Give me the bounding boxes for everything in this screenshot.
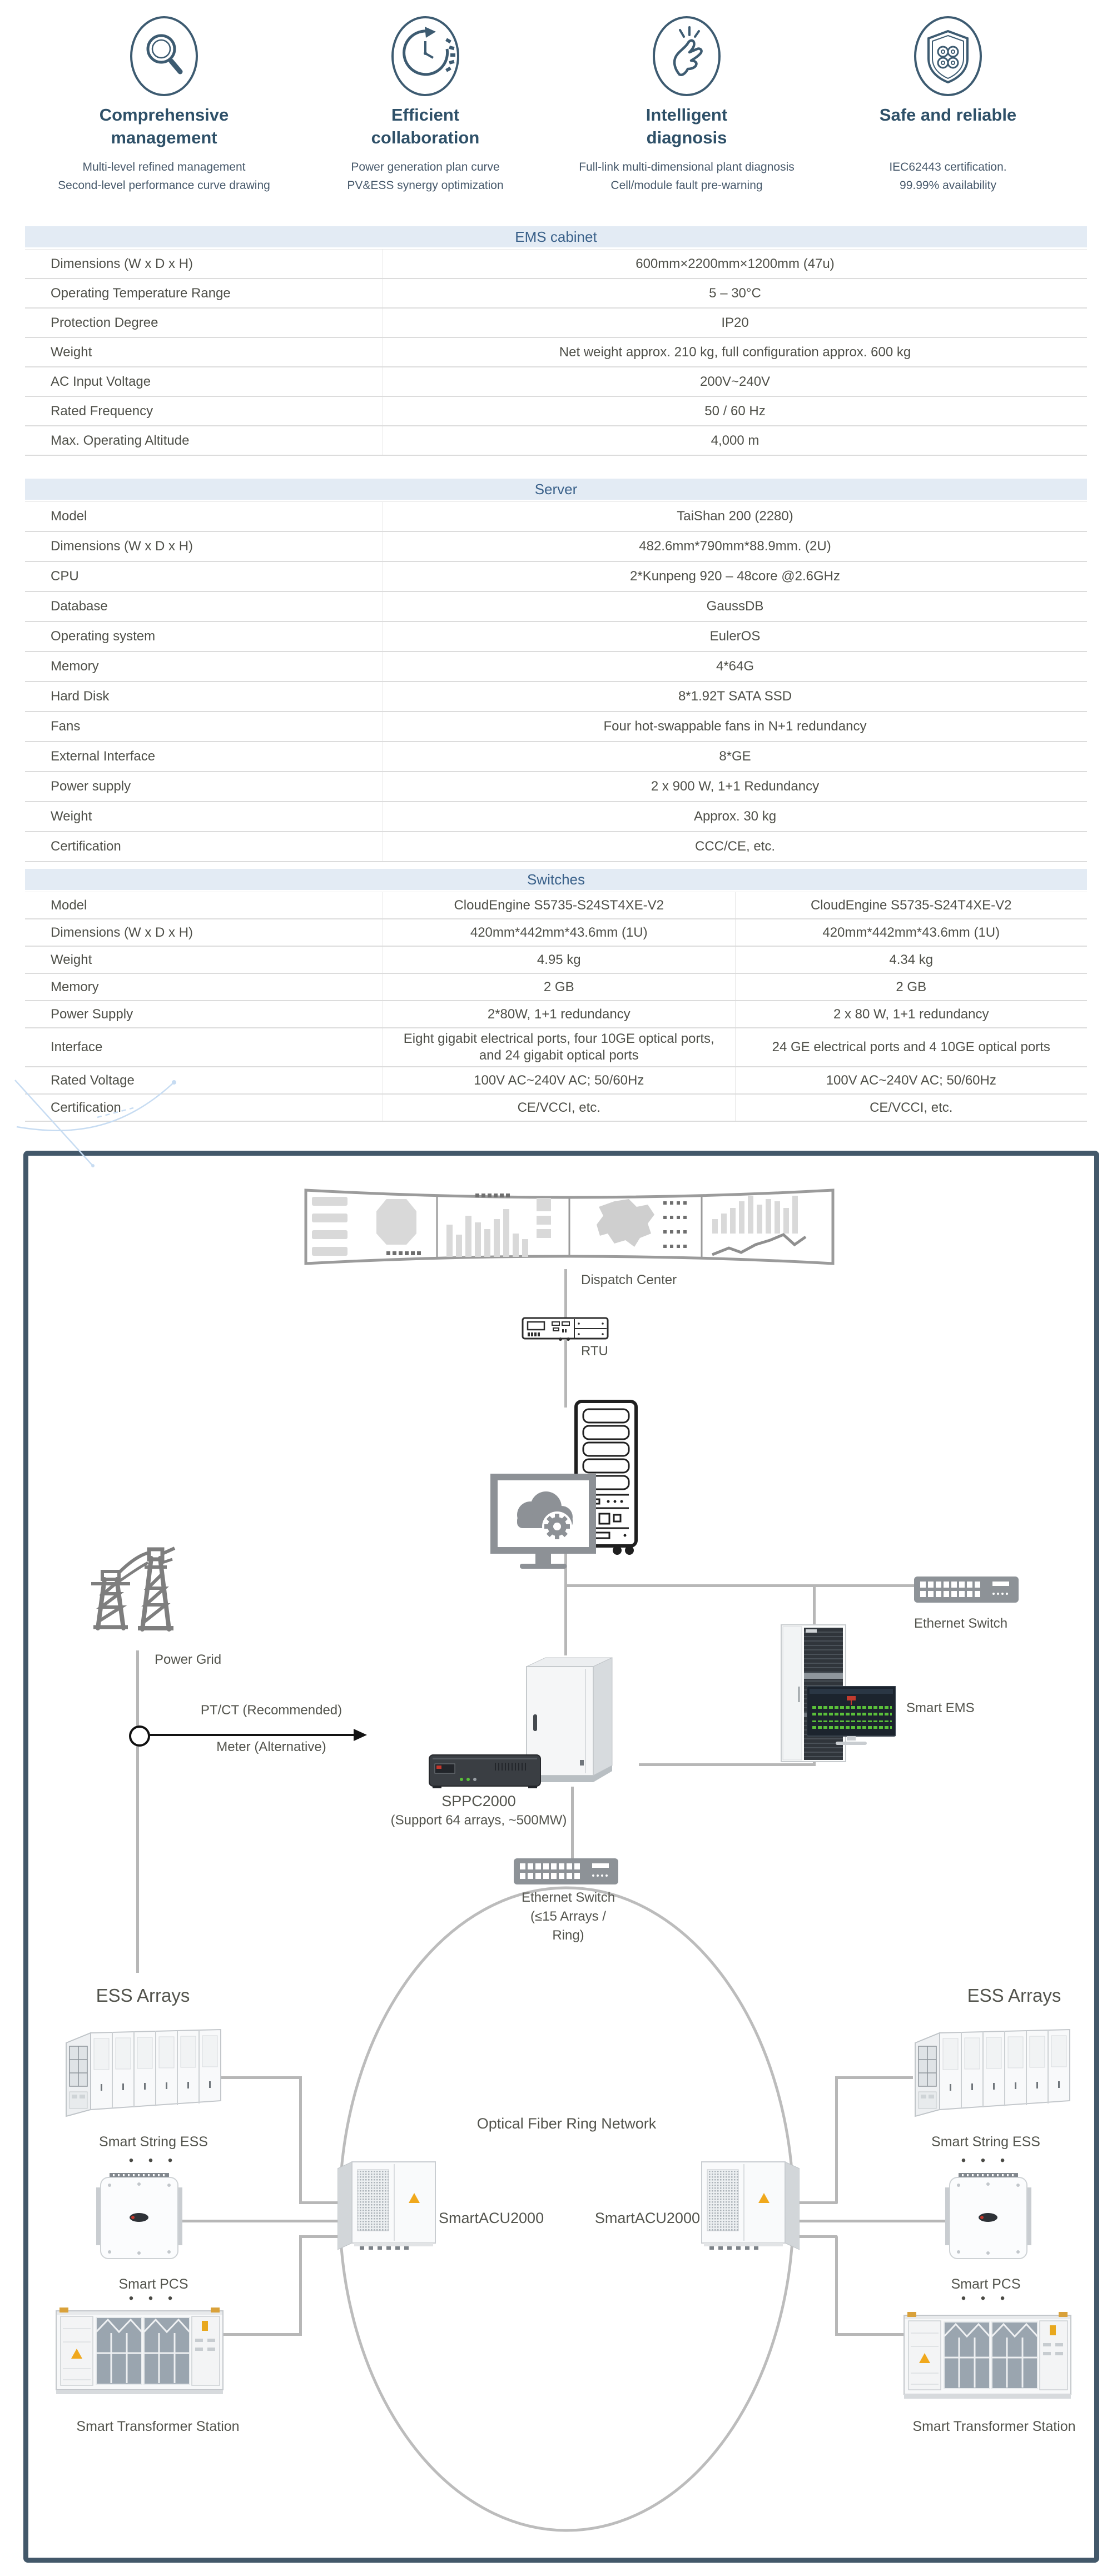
table-row: [25, 1067, 1087, 1095]
spec-value: 420mm*442mm*43.6mm (1U): [735, 919, 1088, 946]
ethernet-switch-icon: [914, 1577, 1019, 1605]
smart-ems-monitor-illustration: [807, 1686, 896, 1748]
smartacu2000-label-right: SmartACU2000: [594, 2210, 700, 2226]
spec-value: 100V AC~240V AC; 50/60Hz: [735, 1067, 1088, 1093]
connector-line: [564, 1584, 917, 1587]
spec-value: Approx. 30 kg: [383, 802, 1087, 831]
spec-value: CE/VCCI, etc.: [735, 1095, 1088, 1121]
smart-transformer-station-right: [903, 2311, 1073, 2403]
connector-line: [797, 2201, 837, 2204]
spec-value: 4.95 kg: [383, 947, 735, 973]
spec-value: 8*1.92T SATA SSD: [383, 682, 1087, 711]
table-row: [25, 1028, 1087, 1067]
connector-line: [564, 1269, 567, 1318]
feature-subtitle: Full-link multi-dimensional plant diagnosis: [579, 161, 795, 173]
feature-safe-reliable: Safe and reliable IEC62443 certification. 99.99% availability: [817, 14, 1079, 195]
smart-pcs-right: [945, 2171, 1031, 2265]
feature-comprehensive-management: Comprehensive management Multi-level refined management Second-level performance curve drawing: [33, 14, 295, 195]
smartacu2000-left: [337, 2160, 436, 2255]
spec-label: Memory: [51, 659, 99, 674]
spec-value: 2 x 80 W, 1+1 redundancy: [735, 1001, 1088, 1027]
feature-title: Efficient: [391, 105, 460, 125]
ring-network-label: Optical Fiber Ring Network: [476, 2115, 657, 2132]
feature-subtitle: IEC62443 certification.: [889, 161, 1007, 173]
spec-label: Certification: [51, 839, 121, 854]
spec-label: AC Input Voltage: [51, 374, 151, 389]
ellipsis-dots: • • •: [128, 2153, 178, 2168]
spec-label: Interface: [51, 1040, 103, 1055]
ess-arrays-title-right: ESS Arrays: [967, 1985, 1061, 2006]
table-row: [25, 974, 1087, 1001]
smart-transformer-label-right: Smart Transformer Station: [912, 2419, 1076, 2434]
ring-switch-label: Ethernet Switch (≤15 Arrays / Ring): [521, 1890, 615, 1943]
table-title: Switches: [25, 869, 1087, 890]
spec-label: Rated Frequency: [51, 403, 153, 419]
spec-value: TaiShan 200 (2280): [383, 502, 1087, 531]
table-row: [25, 1095, 1087, 1122]
spec-label: Model: [51, 897, 87, 913]
spec-label: Memory: [51, 979, 99, 994]
spec-value: CloudEngine S5735-S24T4XE-V2: [735, 892, 1088, 918]
spec-value: 24 GE electrical ports and 4 10GE optical ports: [735, 1028, 1088, 1066]
connector-line: [835, 2076, 838, 2204]
spec-value: 420mm*442mm*43.6mm (1U): [383, 919, 735, 946]
connector-line: [835, 2333, 904, 2336]
spec-value: 482.6mm*790mm*88.9mm. (2U): [383, 532, 1087, 561]
table-row: [25, 802, 1087, 832]
feature-subtitle: Multi-level refined management: [82, 161, 246, 173]
sppc2000-sublabel: (Support 64 arrays, ~500MW): [390, 1813, 567, 1828]
rtu-device-icon: [522, 1317, 609, 1344]
connector-line: [136, 1650, 139, 1973]
spec-value: 100V AC~240V AC; 50/60Hz: [383, 1067, 735, 1093]
connector-line: [299, 2201, 340, 2204]
smart-pcs-label-left: Smart PCS: [118, 2276, 188, 2292]
power-grid-pylons-icon: [87, 1534, 192, 1639]
table-row: [25, 592, 1087, 622]
spec-label: Dimensions (W x D x H): [51, 256, 193, 271]
magnifier-icon: [33, 14, 295, 102]
smart-string-ess-container-left: [62, 2022, 223, 2120]
table-row: [25, 338, 1087, 367]
sppc2000-label: SPPC2000: [441, 1793, 516, 1809]
feature-intelligent-diagnosis: Intelligent diagnosis Full-link multi-dimensional plant diagnosis Cell/module fault pre-warning: [556, 14, 817, 195]
table-row: [25, 712, 1087, 742]
spec-label: Weight: [51, 344, 92, 360]
spec-value: 2 GB: [735, 974, 1088, 1000]
table-row: [25, 501, 1087, 532]
feature-efficient-collaboration: Efficient collaboration Power generation plan curve PV&ESS synergy optimization: [295, 14, 556, 195]
connector-line: [797, 2220, 946, 2222]
spec-value: 2 GB: [383, 974, 735, 1000]
spec-tables: [25, 226, 1087, 1122]
spec-value: 8*GE: [383, 742, 1087, 771]
dispatch-center-label: Dispatch Center: [581, 1272, 677, 1287]
spec-value: EulerOS: [383, 622, 1087, 651]
ellipsis-dots: • • •: [128, 2291, 178, 2306]
table-row: [25, 397, 1087, 426]
system-architecture-diagram: [23, 1151, 1099, 2563]
ellipsis-dots: • • •: [961, 2291, 1011, 2306]
meter-arrow-line: [148, 1734, 355, 1736]
clock-refresh-icon: [295, 14, 556, 102]
spec-value: 200V~240V: [383, 367, 1087, 396]
rtu-label: RTU: [581, 1344, 608, 1359]
cloud-management-monitor-icon: [490, 1474, 596, 1574]
power-grid-label: Power Grid: [155, 1652, 222, 1667]
table-row: [25, 309, 1087, 338]
connector-line: [797, 2235, 837, 2238]
spec-value: 2 x 900 W, 1+1 Redundancy: [383, 772, 1087, 801]
table-row: [25, 742, 1087, 772]
spec-value: 4,000 m: [383, 426, 1087, 455]
table-row: [25, 892, 1087, 919]
connector-line: [221, 2076, 300, 2079]
table-row: [25, 652, 1087, 682]
dispatch-monitor-wall-illustration: [303, 1182, 836, 1274]
smart-string-ess-label-right: Smart String ESS: [931, 2134, 1040, 2150]
meter-label: Meter (Alternative): [216, 1739, 326, 1754]
table-row: [25, 249, 1087, 279]
spec-label: Protection Degree: [51, 315, 158, 330]
spec-label: Dimensions (W x D x H): [51, 924, 193, 940]
connector-line: [179, 2220, 340, 2222]
smart-transformer-station-left: [55, 2306, 225, 2398]
metering-node: [129, 1725, 150, 1747]
spec-label: CPU: [51, 569, 79, 584]
smart-ems-label: Smart EMS: [906, 1700, 975, 1715]
spec-label: Fans: [51, 719, 81, 734]
shield-icon: [817, 14, 1079, 102]
smartacu2000-right: [701, 2160, 800, 2255]
spec-label: Hard Disk: [51, 689, 110, 704]
ring-ethernet-switch-icon: [514, 1858, 618, 1887]
spec-value: 5 – 30°C: [383, 279, 1087, 307]
ellipsis-dots: • • •: [961, 2153, 1011, 2168]
smart-pcs-left: [96, 2171, 182, 2265]
table-row: [25, 426, 1087, 456]
feature-title: Intelligent: [646, 105, 728, 125]
connector-line: [835, 2236, 838, 2335]
table-row: [25, 562, 1087, 592]
table-row: [25, 622, 1087, 652]
table-row: [25, 367, 1087, 397]
connector-line: [564, 1340, 567, 1408]
connector-line: [299, 2076, 302, 2204]
smart-string-ess-container-right: [911, 2022, 1072, 2120]
spec-value: 2*80W, 1+1 redundancy: [383, 1001, 735, 1027]
switches-table: [25, 869, 1087, 1122]
table-row: [25, 279, 1087, 309]
table-row: [25, 947, 1087, 974]
spec-label: Power Supply: [51, 1006, 133, 1022]
ess-arrays-title-left: ESS Arrays: [96, 1985, 190, 2006]
feature-title: Comprehensive: [99, 105, 229, 125]
spec-label: Rated Voltage: [51, 1072, 135, 1088]
connector-line: [221, 2333, 302, 2336]
spec-label: Certification: [51, 1100, 121, 1115]
spec-value: Eight gigabit electrical ports, four 10GE optical ports, and 24 gigabit optical ports: [383, 1028, 735, 1066]
spec-label: Operating system: [51, 629, 156, 644]
smart-string-ess-label-left: Smart String ESS: [99, 2134, 208, 2150]
smart-pcs-label-right: Smart PCS: [951, 2276, 1021, 2292]
spec-value: GaussDB: [383, 592, 1087, 621]
spec-value: Net weight approx. 210 kg, full configuration approx. 600 kg: [383, 338, 1087, 366]
table-row: [25, 682, 1087, 712]
spec-value: 600mm×2200mm×1200mm (47u): [383, 250, 1087, 278]
spec-value: CCC/CE, etc.: [383, 832, 1087, 861]
table-row: [25, 919, 1087, 947]
spec-value: CE/VCCI, etc.: [383, 1095, 735, 1121]
feature-highlights: [33, 14, 1079, 195]
spec-value: 4.34 kg: [735, 947, 1088, 973]
spec-label: External Interface: [51, 749, 156, 764]
table-title: EMS cabinet: [25, 226, 1087, 247]
ptct-label: PT/CT (Recommended): [200, 1703, 342, 1718]
spec-label: Dimensions (W x D x H): [51, 539, 193, 554]
ethernet-switch-label: Ethernet Switch: [914, 1616, 1008, 1631]
spec-value: Four hot-swappable fans in N+1 redundancy: [383, 712, 1087, 741]
spec-label: Model: [51, 509, 87, 524]
connector-line: [835, 2076, 913, 2079]
spec-label: Operating Temperature Range: [51, 285, 231, 301]
feature-subtitle: Power generation plan curve: [351, 161, 500, 173]
spec-label: Max. Operating Altitude: [51, 432, 190, 448]
table-row: [25, 1001, 1087, 1028]
table-row: [25, 532, 1087, 562]
table-title: Server: [25, 479, 1087, 500]
feature-title: Safe and reliable: [879, 105, 1017, 125]
ems-cabinet-table: [25, 226, 1087, 456]
spec-label: Database: [51, 599, 108, 614]
spec-value: 50 / 60 Hz: [383, 397, 1087, 425]
smartacu2000-label-left: SmartACU2000: [439, 2210, 544, 2226]
server-table: [25, 479, 1087, 862]
spec-value: 4*64G: [383, 652, 1087, 681]
spec-value: 2*Kunpeng 920 – 48core @2.6GHz: [383, 562, 1087, 591]
spec-value: CloudEngine S5735-S24ST4XE-V2: [383, 892, 735, 918]
table-row: [25, 832, 1087, 862]
spec-label: Power supply: [51, 779, 131, 794]
connector-line: [299, 2235, 340, 2238]
spec-label: Weight: [51, 952, 92, 967]
spec-label: Weight: [51, 809, 92, 824]
table-row: [25, 772, 1087, 802]
sppc2000-controller-icon: [428, 1752, 545, 1792]
connector-line: [299, 2236, 302, 2335]
spec-value: IP20: [383, 309, 1087, 337]
finger-snap-icon: [556, 14, 817, 102]
smart-transformer-label-left: Smart Transformer Station: [76, 2419, 240, 2434]
